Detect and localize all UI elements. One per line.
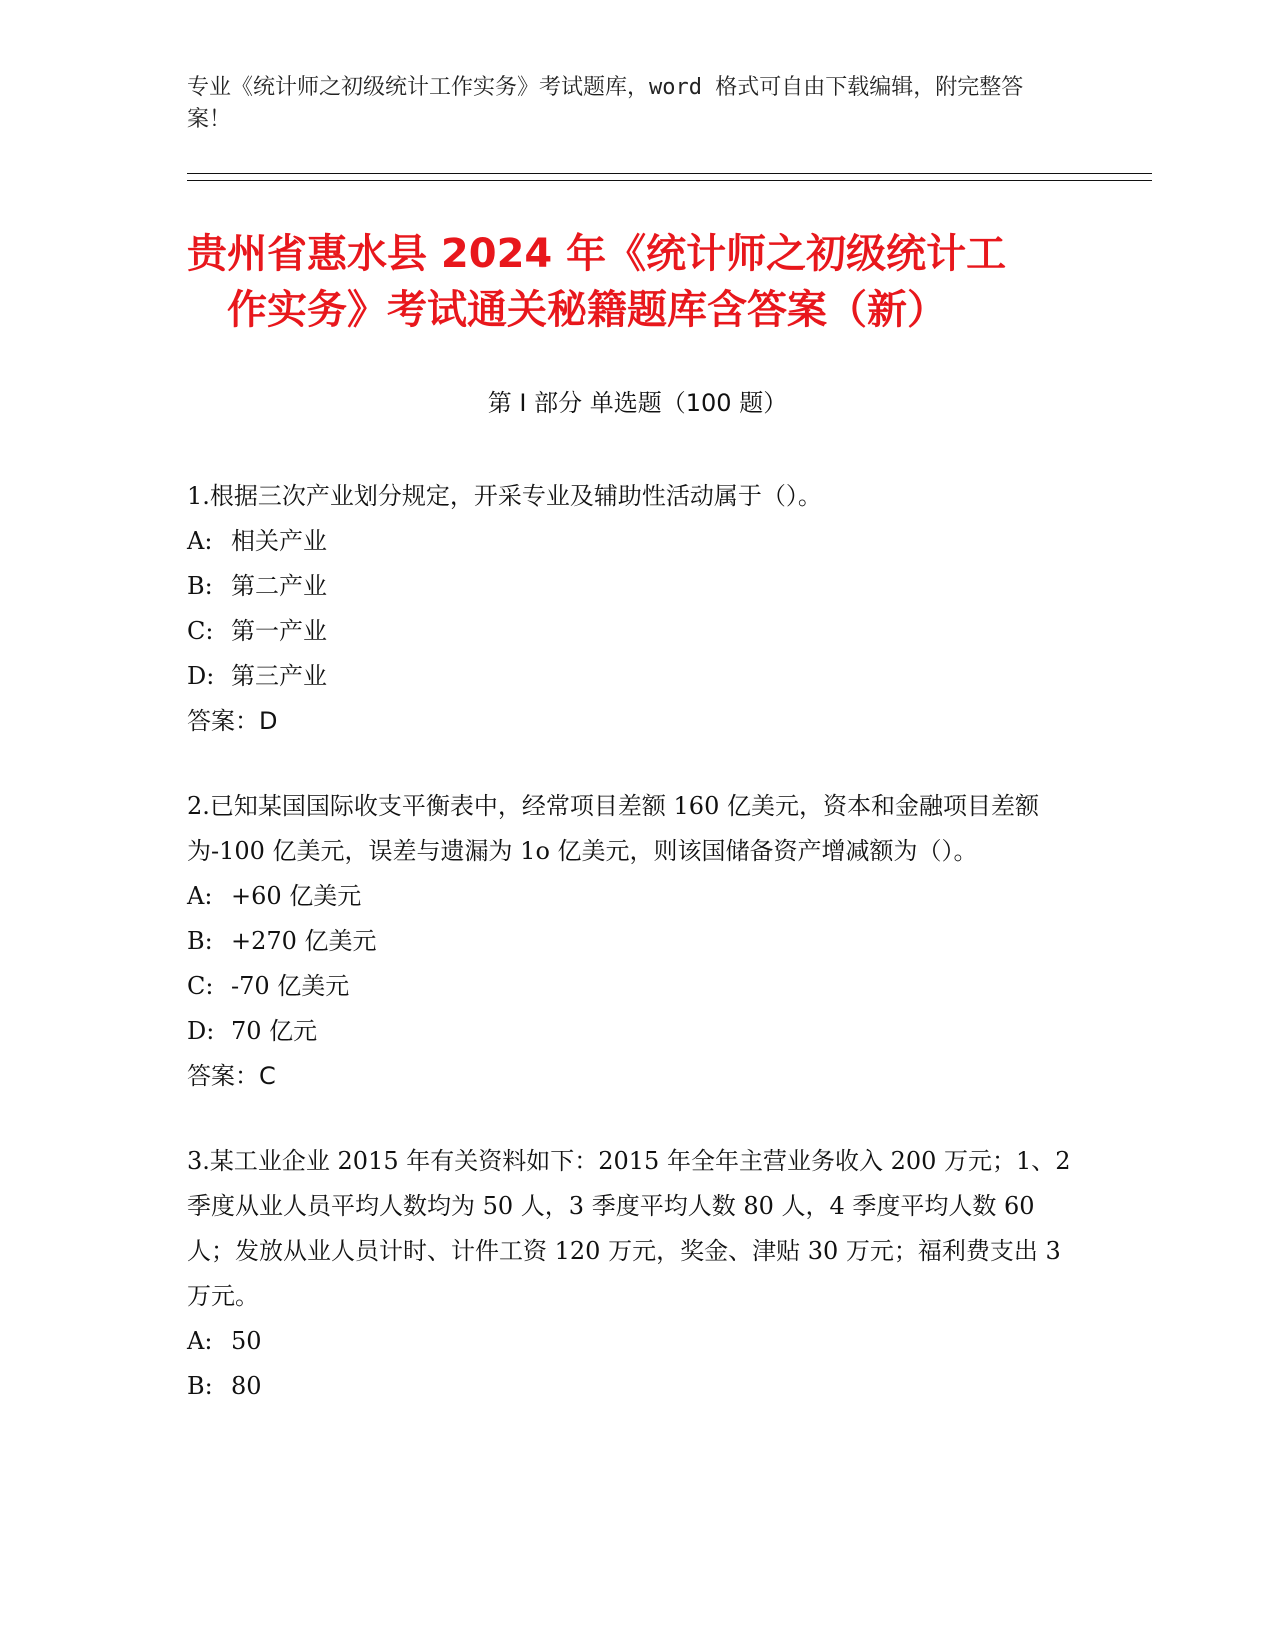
header-note: 专业《统计师之初级统计工作实务》考试题库，word 格式可自由下载编辑，附完整答案！ — [187, 75, 1024, 132]
option-text: -70 亿美元 — [231, 972, 350, 1000]
option-text: 50 — [231, 1327, 262, 1355]
title-line-2: 作实务》考试通关秘籍题库含答案（新） — [227, 287, 947, 333]
question-1 — [187, 474, 1087, 744]
option-letter: B: — [187, 1372, 213, 1400]
option-text: 第三产业 — [231, 662, 327, 690]
title-line-1: 贵州省惠水县 2024 年《统计师之初级统计工 — [187, 231, 1007, 277]
option-text: 70 亿元 — [231, 1017, 318, 1045]
header-divider-top — [187, 173, 1152, 174]
question-stem: 1.根据三次产业划分规定，开采专业及辅助性活动属于（）。 — [187, 482, 822, 510]
option-a — [187, 1319, 1087, 1364]
option-letter: B: — [187, 572, 213, 600]
answer-line: 答案：D — [187, 707, 278, 735]
option-letter: C: — [187, 972, 214, 1000]
option-letter: C: — [187, 617, 214, 645]
question-list — [187, 474, 1087, 1449]
answer-line: 答案：C — [187, 1062, 276, 1090]
option-b — [187, 564, 1087, 609]
option-b — [187, 1364, 1087, 1409]
option-letter: A: — [187, 1327, 213, 1355]
question-stem: 2.已知某国国际收支平衡表中，经常项目差额 160 亿美元，资本和金融项目差额为-100 亿美元，误差与遗漏为 1o 亿美元，则该国储备资产增减额为（）。 — [187, 792, 1039, 865]
option-letter: A: — [187, 527, 213, 555]
option-d — [187, 654, 1087, 699]
option-a — [187, 874, 1087, 919]
section-heading: 第 I 部分 单选题（100 题） — [487, 389, 788, 417]
option-letter: D: — [187, 662, 215, 690]
option-a — [187, 519, 1087, 564]
header-divider-bottom — [187, 180, 1152, 181]
question-stem: 3.某工业企业 2015 年有关资料如下：2015 年全年主营业务收入 200 万元；1、2 季度从业人员平均人数均为 50 人，3 季度平均人数 80 人，4 季度平均人数 60 人；发放从业人员计时、计件工资 120 万元，奖金、津贴 30 万元；福利费支出 3 万元。 — [187, 1147, 1071, 1310]
option-text: 相关产业 — [231, 527, 327, 555]
option-letter: B: — [187, 927, 213, 955]
option-d — [187, 1009, 1087, 1054]
option-text: 第一产业 — [231, 617, 327, 645]
option-text: 第二产业 — [231, 572, 327, 600]
option-text: +60 亿美元 — [231, 882, 362, 910]
question-3 — [187, 1139, 1087, 1409]
option-text: +270 亿美元 — [231, 927, 377, 955]
option-c — [187, 609, 1087, 654]
question-2 — [187, 784, 1087, 1099]
document-title — [187, 226, 1107, 338]
option-text: 80 — [231, 1372, 262, 1400]
option-c — [187, 964, 1087, 1009]
option-letter: A: — [187, 882, 213, 910]
option-letter: D: — [187, 1017, 215, 1045]
option-b — [187, 919, 1087, 964]
